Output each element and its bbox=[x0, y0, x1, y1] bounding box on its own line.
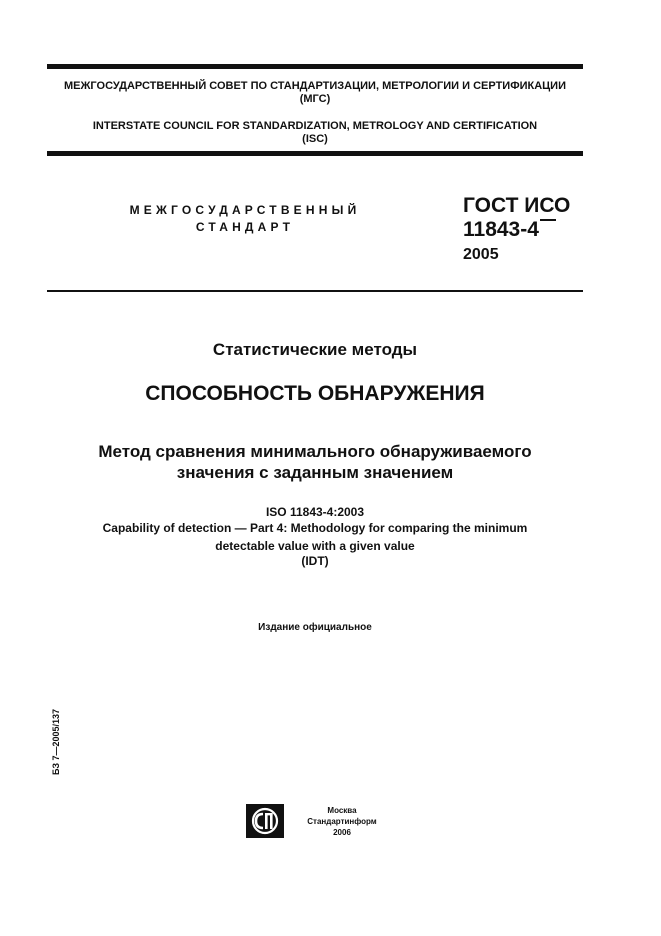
publisher-year: 2006 bbox=[333, 828, 351, 837]
council-en: INTERSTATE COUNCIL FOR STANDARDIZATION, METROLOGY AND CERTIFICATION bbox=[92, 120, 538, 132]
title-series: Статистические методы bbox=[212, 340, 418, 359]
standard-label-line1: МЕЖГОСУДАРСТВЕННЫЙ bbox=[129, 203, 361, 217]
standard-year: 2005 bbox=[463, 246, 499, 263]
publisher-block bbox=[292, 805, 392, 838]
publisher-name: Стандартинформ bbox=[307, 817, 377, 826]
header-bottom-rule bbox=[47, 151, 583, 156]
iso-title-line1: Capability of detection — Part 4: Methodology for comparing the minimum bbox=[102, 521, 528, 535]
title-sub-line2: значения с заданным значением bbox=[176, 463, 454, 482]
iso-degree: (IDT) bbox=[301, 554, 329, 568]
standard-designation: ГОСТ ИСО bbox=[463, 194, 571, 217]
council-en-abbr: (ISC) bbox=[302, 133, 328, 145]
publisher-city: Москва bbox=[327, 806, 357, 815]
iso-title-line2: detectable value with a given value bbox=[215, 539, 415, 553]
standard-label-line2: СТАНДАРТ bbox=[195, 220, 295, 234]
title-sub-line1: Метод сравнения минимального обнаруживаемого bbox=[98, 442, 532, 461]
side-code: БЗ 7—2005/137 bbox=[51, 708, 61, 776]
standartinform-logo-icon bbox=[246, 804, 284, 838]
council-ru-abbr: (МГС) bbox=[299, 93, 331, 105]
title-main: СПОСОБНОСТЬ ОБНАРУЖЕНИЯ bbox=[145, 382, 485, 405]
edition-note: Издание официальное bbox=[258, 622, 372, 633]
standard-number: 11843-4 bbox=[463, 218, 539, 241]
top-rule bbox=[47, 64, 583, 69]
dash-mark bbox=[540, 219, 556, 221]
iso-ref: ISO 11843-4:2003 bbox=[265, 505, 365, 519]
standard-designation-block bbox=[463, 194, 570, 268]
title-top-rule bbox=[47, 290, 583, 292]
council-ru: МЕЖГОСУДАРСТВЕННЫЙ СОВЕТ ПО СТАНДАРТИЗАЦИИ, МЕТРОЛОГИИ И СЕРТИФИКАЦИИ bbox=[63, 80, 566, 92]
